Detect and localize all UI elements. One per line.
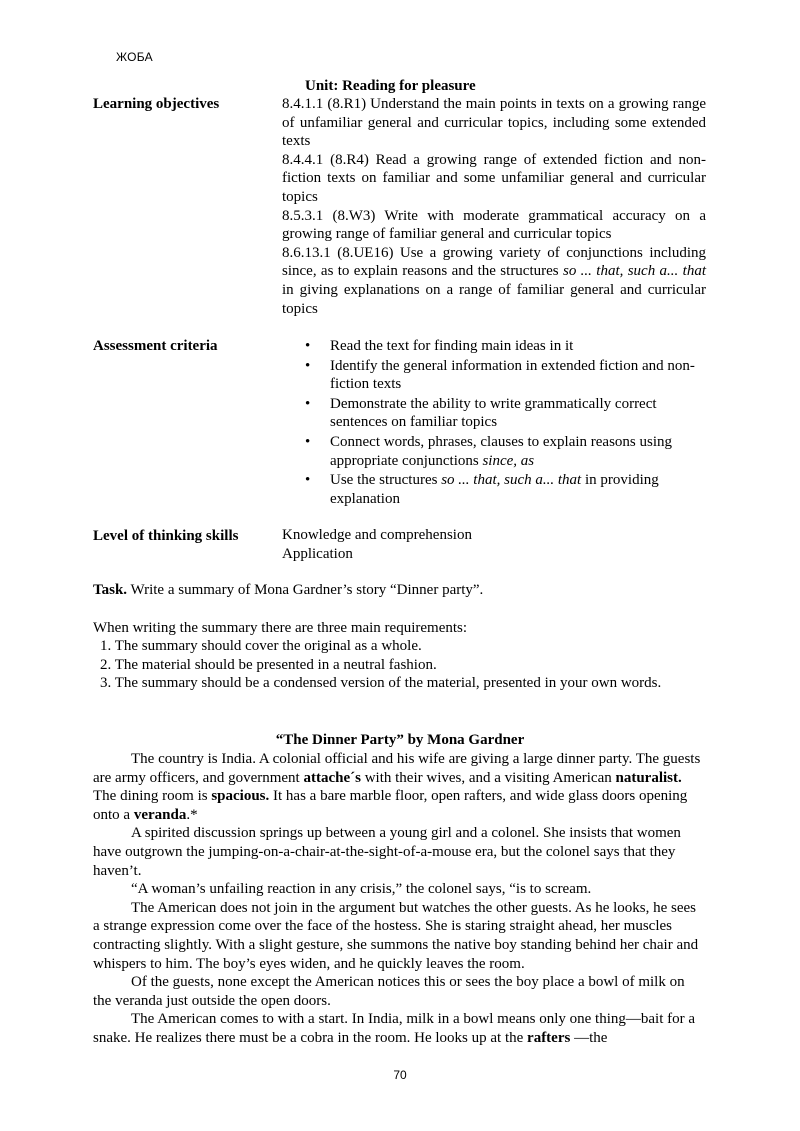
- page-number: 70: [393, 1068, 407, 1082]
- criteria-item: • Use the structures so ... that, such a... that in providing explanation: [305, 471, 700, 508]
- objective-item: 8.6.13.1 (8.UE16) Use a growing variety of conjunctions including since, as to explain reasons and the structures so ... that, such a... that in giving explanations on a range of familiar general and curricular topics: [282, 244, 706, 317]
- thinking-skills-list: [282, 526, 472, 564]
- thinking-skills-label: Level of thinking skills: [93, 528, 239, 544]
- story-title: “The Dinner Party” by Mona Gardner: [275, 732, 525, 748]
- criteria-item: • Read the text for finding main ideas in it: [305, 337, 700, 356]
- criteria-item: • Demonstrate the ability to write grammatically correct sentences on familiar topics: [305, 395, 700, 432]
- requirements-intro: When writing the summary there are three main requirements:: [93, 620, 468, 636]
- unit-title: Unit: Reading for pleasure: [305, 78, 476, 94]
- learning-objectives-list: [282, 95, 706, 318]
- thinking-skill: Knowledge and comprehension: [282, 527, 472, 543]
- story-paragraph: Of the guests, none except the American notices this or sees the boy place a bowl of milk on the veranda just outside the open doors.: [93, 974, 685, 1009]
- requirement-item: 1. The summary should cover the original as a whole.: [100, 638, 422, 654]
- objective-item: 8.5.3.1 (8.W3) Write with moderate grammatical accuracy on a growing range of familiar general and curricular topics: [282, 207, 706, 243]
- story-paragraph: The country is India. A colonial official and his wife are giving a large dinner party. The guests are army officers, and government attache´s with their wives, and a visiting American naturalist. The dining room is spacious. It has a bare marble floor, open rafters, and wide glass doors opening onto a veranda.*: [93, 751, 701, 823]
- story-paragraph: “A woman’s unfailing reaction in any crisis,” the colonel says, “is to scream.: [131, 881, 592, 898]
- page-header: ЖОБА: [116, 50, 153, 64]
- story-paragraph: The American comes to with a start. In India, milk in a bowl means only one thing—bait for a snake. He realizes there must be a cobra in the room. He looks up at the rafters —the: [93, 1011, 696, 1046]
- thinking-skill: Application: [282, 546, 353, 562]
- story-paragraph: The American does not join in the argument but watches the other guests. As he looks, he sees a strange expression come over the face of the hostess. She is staring straight ahead, her muscles contracting slightly. With a slight gesture, she summons the native boy standing behind her chair and whispers to him. The boy’s eyes widen, and he quickly leaves the room.: [93, 899, 699, 972]
- story-paragraph: A spirited discussion springs up between a young girl and a colonel. She insists that women have outgrown the jumping-on-a-chair-at-the-sight-of-a-mouse era, but the colonel says that they haven’t.: [93, 825, 681, 879]
- objective-item: 8.4.4.1 (8.R4) Read a growing range of extended fiction and non-fiction texts on familiar and some unfamiliar general and curricular topics: [282, 151, 706, 205]
- criteria-item: • Connect words, phrases, clauses to explain reasons using appropriate conjunctions since, as: [305, 433, 700, 470]
- requirement-item: 3. The summary should be a condensed version of the material, presented in your own words.: [100, 675, 662, 692]
- learning-objectives-label: Learning objectives: [93, 96, 220, 112]
- requirements-list: [100, 637, 700, 693]
- task-statement: Task. Write a summary of Mona Gardner’s story “Dinner party”.: [93, 582, 484, 598]
- criteria-item: • Identify the general information in extended fiction and non-fiction texts: [305, 357, 700, 394]
- story-text: [93, 750, 706, 1048]
- objective-item: 8.4.1.1 (8.R1) Understand the main points in texts on a growing range of unfamiliar general and curricular topics, including some extended texts: [282, 96, 706, 150]
- requirement-item: 2. The material should be presented in a neutral fashion.: [100, 656, 437, 673]
- assessment-criteria-list: [305, 337, 700, 509]
- assessment-criteria-label: Assessment criteria: [93, 338, 218, 354]
